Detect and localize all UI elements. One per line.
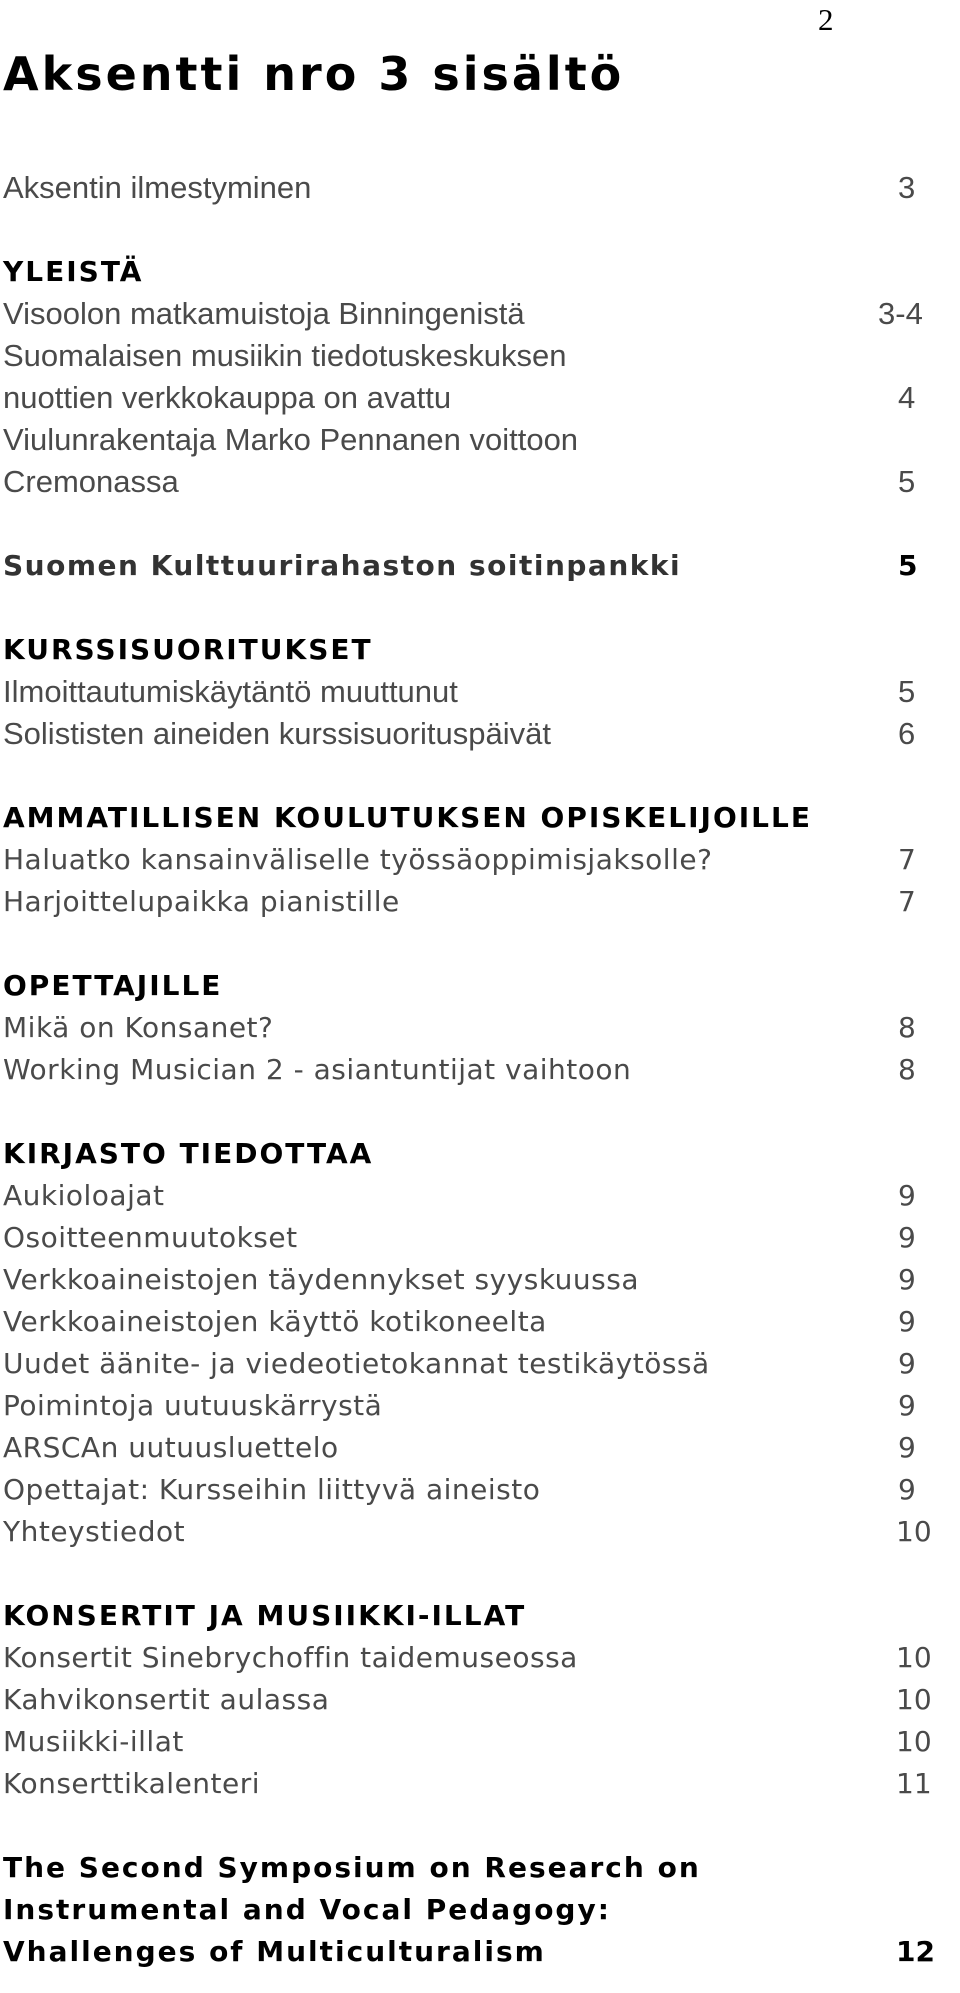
toc-entry-page: 6 (898, 716, 916, 751)
toc-entry-title: Konserttikalenteri (3, 1767, 261, 1800)
toc-entry-page: 12 (896, 1935, 935, 1968)
page-title: Aksentti nro 3 sisältö (3, 47, 625, 101)
toc-section-heading: Suomen Kulttuurirahaston soitinpankki (3, 549, 682, 582)
toc-entry-page: 10 (896, 1725, 932, 1758)
toc-entry-page: 9 (898, 1305, 916, 1338)
toc-entry-page: 8 (898, 1053, 916, 1086)
toc-entry-page: 10 (896, 1641, 932, 1674)
toc-entry-title: Yhteystiedot (3, 1515, 186, 1548)
toc-section-heading: KIRJASTO TIEDOTTAA (3, 1137, 374, 1170)
toc-entry-page: 9 (898, 1221, 916, 1254)
toc-entry-page: 9 (898, 1473, 916, 1506)
toc-section-heading: AMMATILLISEN KOULUTUKSEN OPISKELIJOILLE (3, 801, 812, 834)
toc-section-heading: KURSSISUORITUKSET (3, 633, 373, 666)
toc-entry-title: Cremonassa (3, 464, 179, 499)
toc-entry-page: 7 (898, 885, 916, 918)
toc-section-heading: The Second Symposium on Research on (3, 1851, 701, 1884)
toc-entry-title: Osoitteenmuutokset (3, 1221, 298, 1254)
toc-entry-title: Visoolon matkamuistoja Binningenistä (3, 296, 525, 331)
toc-entry-page: 3 (898, 170, 916, 205)
toc-entry-title: Viulunrakentaja Marko Pennanen voittoon (3, 422, 579, 457)
toc-entry-title: Verkkoaineistojen käyttö kotikoneelta (3, 1305, 547, 1338)
toc-entry-title: Haluatko kansainväliselle työssäoppimisjaksolle? (3, 843, 713, 876)
toc-section-heading: OPETTAJILLE (3, 969, 223, 1002)
toc-entry-page: 5 (898, 464, 916, 499)
toc-entry-title: ARSCAn uutuusluettelo (3, 1431, 339, 1464)
toc-entry-title: Working Musician 2 - asiantuntijat vaihtoon (3, 1053, 632, 1086)
toc-entry-title: Musiikki-illat (3, 1725, 184, 1758)
toc-entry-page: 10 (896, 1683, 932, 1716)
toc-section-heading: YLEISTÄ (3, 255, 144, 288)
toc-entry-title: nuottien verkkokauppa on avattu (3, 380, 452, 415)
toc-entry-title: Solististen aineiden kurssisuorituspäivät (3, 716, 551, 751)
toc-entry-title: Opettajat: Kursseihin liittyvä aineisto (3, 1473, 541, 1506)
toc-section-heading: KONSERTIT JA MUSIIKKI-ILLAT (3, 1599, 527, 1632)
toc-entry-page: 3-4 (878, 296, 923, 331)
toc-entry-title: Aukioloajat (3, 1179, 165, 1212)
toc-entry-title: Harjoittelupaikka pianistille (3, 885, 400, 918)
toc-section-heading: Instrumental and Vocal Pedagogy: (3, 1893, 611, 1926)
page-number: 2 (818, 2, 834, 37)
toc-entry-page: 9 (898, 1347, 916, 1380)
toc-entry-title: Poimintoja uutuuskärrystä (3, 1389, 383, 1422)
toc-entry-title: Uudet äänite- ja viedeotietokannat testikäytössä (3, 1347, 710, 1380)
toc-entry-page: 5 (898, 674, 916, 709)
toc-entry-page: 9 (898, 1431, 916, 1464)
toc-entry-page: 7 (898, 843, 916, 876)
toc-entry-title: Kahvikonsertit aulassa (3, 1683, 330, 1716)
toc-entry-title: Mikä on Konsanet? (3, 1011, 274, 1044)
toc-entry-title: Verkkoaineistojen täydennykset syyskuussa (3, 1263, 639, 1296)
toc-entry-title: Suomalaisen musiikin tiedotuskeskuksen (3, 338, 567, 373)
toc-entry-page: 10 (896, 1515, 932, 1548)
toc-entry-title: Aksentin ilmestyminen (3, 170, 312, 205)
toc-entry-page: 11 (896, 1767, 932, 1800)
toc-section-heading: Vhallenges of Multiculturalism (3, 1935, 546, 1968)
toc-entry-page: 9 (898, 1263, 916, 1296)
toc-entry-page: 9 (898, 1179, 916, 1212)
toc-entry-page: 4 (898, 380, 916, 415)
toc-entry-title: Konsertit Sinebrychoffin taidemuseossa (3, 1641, 578, 1674)
toc-entry-page: 9 (898, 1389, 916, 1422)
toc-entry-page: 5 (898, 549, 918, 582)
toc-entry-title: Ilmoittautumiskäytäntö muuttunut (3, 674, 458, 709)
toc-entry-page: 8 (898, 1011, 916, 1044)
